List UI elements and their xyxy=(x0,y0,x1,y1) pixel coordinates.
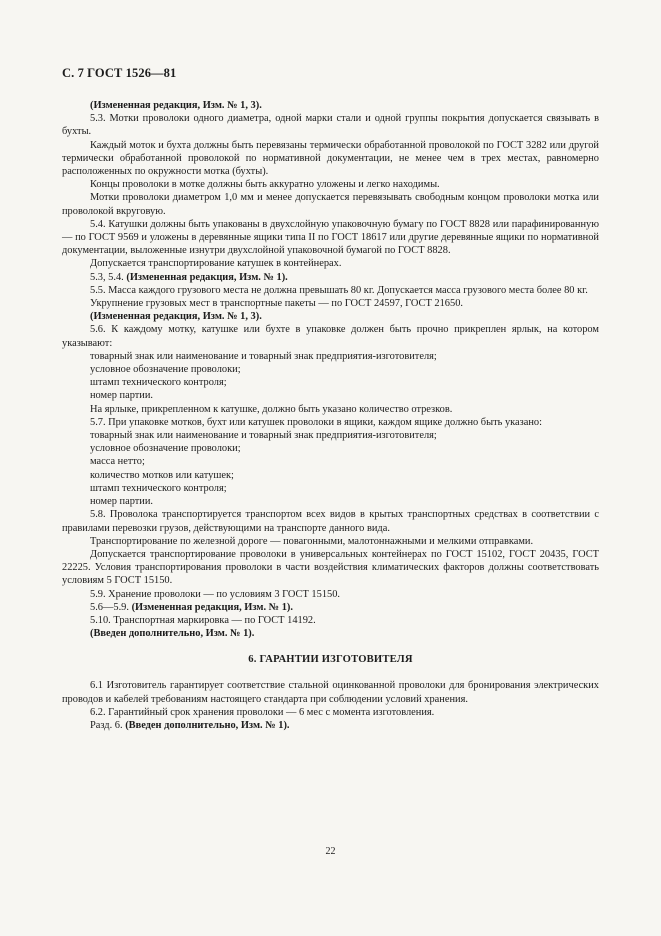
paragraph: Транспортирование по железной дороге — повагонными, малотоннажными и мелкими отправками. xyxy=(90,535,534,547)
paragraph: Укрупнение грузовых мест в транспортные пакеты — по ГОСТ 24597, ГОСТ 21650. xyxy=(90,298,463,310)
paragraph: условное обозначение проволоки; xyxy=(90,364,241,376)
paragraph: Мотки проволоки диаметром 1,0 мм и менее допускается перевязывать свободным концом проволоки мотка или проволокой вкруговую. xyxy=(62,192,599,217)
paragraph: Допускается транспортирование проволоки в универсальных контейнерах по ГОСТ 15102, ГОСТ 20435, ГОСТ 22225. Условия транспортирования проволоки в части воздействия климатических факторов должны соответствовать условиям 5 ГОСТ 15150. xyxy=(62,548,599,587)
paragraph: 6.1 Изготовитель гарантирует соответствие стальной оцинкованной проволоки для бронирования электрических проводов и кабелей требованиям настоящего стандарта при соблюдении условий хранения. xyxy=(62,680,599,705)
paragraph: номер партии. xyxy=(90,496,154,508)
paragraph: количество мотков или катушек; xyxy=(90,469,234,481)
paragraph: штамп технического контроля; xyxy=(90,377,227,389)
page-number: 22 xyxy=(325,846,336,857)
section-title: 6. ГАРАНТИИ ИЗГОТОВИТЕЛЯ xyxy=(248,654,413,666)
paragraph-prefix: Разд. 6. xyxy=(90,719,126,731)
paragraph: 5.3. Мотки проволоки одного диаметра, одной марки стали и одной группы покрытия допускается связывать в бухты. xyxy=(62,113,599,138)
paragraph: 5.4. Катушки должны быть упакованы в двухслойную упаковочную бумагу по ГОСТ 8828 или парафинированную — по ГОСТ 9569 и уложены в деревянные ящики типа II по ГОСТ 18617 или другие деревянные ящики по нормативной документации, выложенные изнутри двухслойной упаковочной бумагой по ГОСТ 8828. xyxy=(62,218,599,257)
paragraph: 5.10. Транспортная маркировка — по ГОСТ 14192. xyxy=(90,614,316,626)
paragraph: Каждый моток и бухта должны быть перевязаны термически обработанной проволокой по ГОСТ 3282 или другой термически обработанной проволокой по нормативной документации, не менее чем в трех местах, равномерно расположенных по окружности мотка (бухты). xyxy=(62,139,599,178)
section-5-body xyxy=(62,99,599,640)
paragraph: 5.5. Масса каждого грузового места не должна превышать 80 кг. Допускается масса грузового места более 80 кг. xyxy=(90,284,588,296)
paragraph: товарный знак или наименование и товарный знак предприятия-изготовителя; xyxy=(90,350,437,362)
paragraph: Концы проволоки в мотке должны быть аккуратно уложены и легко находимы. xyxy=(90,179,440,191)
paragraph: товарный знак или наименование и товарный знак предприятия-изготовителя; xyxy=(90,430,437,442)
amendment-note: (Измененная редакция, Изм. № 1). xyxy=(131,601,293,613)
paragraph: номер партии. xyxy=(90,390,154,402)
amendment-note: (Измененная редакция, Изм. № 1). xyxy=(126,271,288,283)
paragraph: штамп технического контроля; xyxy=(90,482,227,494)
paragraph: (Измененная редакция, Изм. № 1, 3). xyxy=(90,100,262,111)
paragraph: 5.9. Хранение проволоки — по условиям 3 ГОСТ 15150. xyxy=(90,588,340,600)
paragraph xyxy=(62,719,599,732)
paragraph xyxy=(62,601,599,614)
paragraph: масса нетто; xyxy=(90,456,145,468)
paragraph: 6.2. Гарантийный срок хранения проволоки — 6 мес с момента изготовления. xyxy=(90,706,435,718)
section-6-body xyxy=(62,679,599,732)
amendment-note: (Введен дополнительно, Изм. № 1). xyxy=(125,719,290,731)
paragraph-prefix: 5.6—5.9. xyxy=(90,601,132,613)
paragraph: На ярлыке, прикрепленном к катушке, должно быть указано количество отрезков. xyxy=(90,403,453,415)
paragraph: (Измененная редакция, Изм. № 1, 3). xyxy=(90,311,262,323)
paragraph: 5.8. Проволока транспортируется транспортом всех видов в крытых транспортных средствах в соответствии с правилами перевозки грузов, действующими на транспорте данного вида. xyxy=(62,509,599,534)
page-header: С. 7 ГОСТ 1526—81 xyxy=(62,66,177,80)
paragraph xyxy=(62,271,599,284)
paragraph: 5.6. К каждому мотку, катушке или бухте в упаковке должен быть прочно прикреплен ярлык, на котором указывают: xyxy=(62,324,599,349)
paragraph: условное обозначение проволоки; xyxy=(90,443,241,455)
paragraph: Допускается транспортирование катушек в контейнерах. xyxy=(90,258,342,270)
paragraph-prefix: 5.3, 5.4. xyxy=(90,271,127,283)
paragraph: 5.7. При упаковке мотков, бухт или катушек проволоки в ящики, каждом ящике должно быть указано: xyxy=(90,416,542,428)
paragraph: (Введен дополнительно, Изм. № 1). xyxy=(90,628,255,640)
